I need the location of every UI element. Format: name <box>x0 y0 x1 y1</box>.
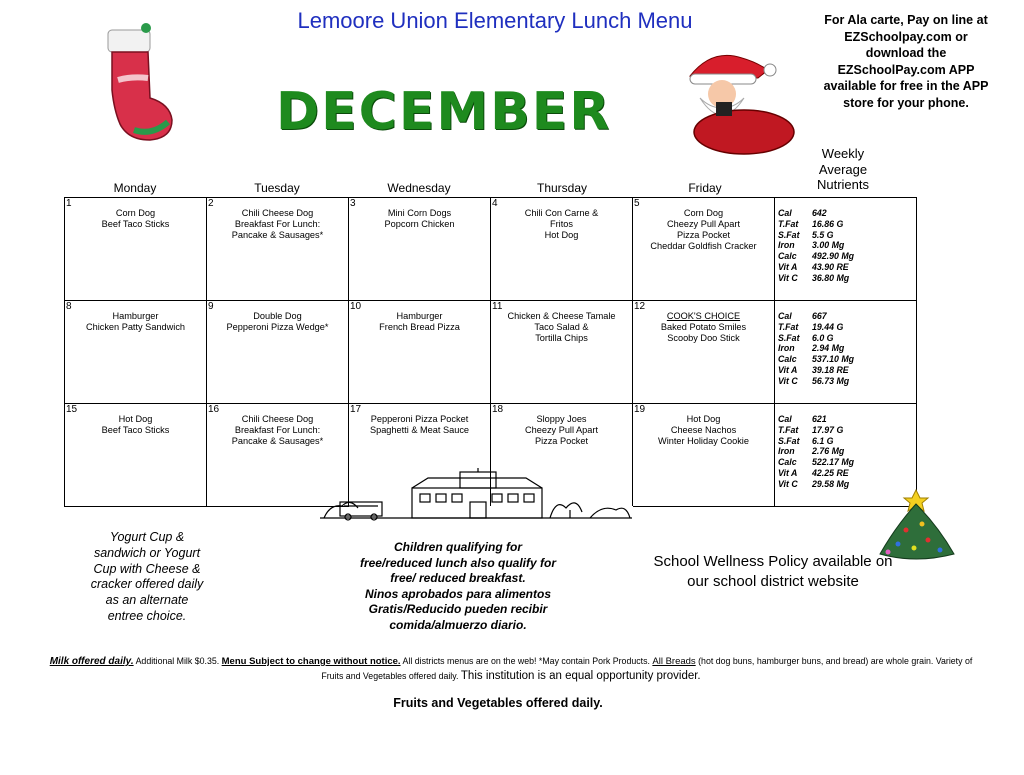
menu-item: Hot Dog <box>118 414 153 424</box>
menu-item: Cheese Nachos <box>670 425 737 435</box>
day-cell <box>65 301 207 404</box>
nutrient-row <box>778 251 916 262</box>
weekly-header-line: Nutrients <box>816 177 870 192</box>
nutrient-label: Vit C <box>778 272 798 283</box>
menu-item: Pizza Pocket <box>676 230 731 240</box>
nutrient-row <box>778 425 916 436</box>
menu-item: Hamburger <box>112 311 159 321</box>
nutrient-row <box>778 333 916 344</box>
day-cell <box>491 198 633 301</box>
menu-item: Chili Cheese Dog <box>241 208 314 218</box>
ala-carte-line: store for your phone. <box>843 95 969 110</box>
menu-item: Pizza Pocket <box>534 436 589 446</box>
day-cell <box>65 404 207 507</box>
menu-item: Pepperoni Pizza Pocket <box>370 414 469 424</box>
nutrient-row <box>778 446 916 457</box>
nutrient-label: Calc <box>778 251 797 262</box>
nutrient-label: Vit C <box>778 478 798 489</box>
day-cell <box>207 301 349 404</box>
nutrient-value: 6.0 G <box>812 332 834 343</box>
nutrients-cell <box>775 301 917 404</box>
nutrient-label: Iron <box>778 343 795 354</box>
nutrient-value: 537.10 Mg <box>812 354 855 365</box>
nutrient-row <box>778 240 916 251</box>
page-title: Lemoore Union Elementary Lunch Menu <box>297 8 693 33</box>
nutrient-label: T.Fat <box>778 424 799 435</box>
ala-carte-line: download the <box>865 46 947 60</box>
nutrient-row <box>778 322 916 333</box>
day-date: 15 <box>66 404 78 415</box>
nutrient-label: Cal <box>778 311 792 321</box>
day-header-thursday: Thursday <box>536 181 588 195</box>
note-line: School Wellness Policy available on <box>653 553 893 570</box>
menu-item: Popcorn Chicken <box>384 219 455 229</box>
menu-item: Sloppy Joes <box>536 414 587 424</box>
day-cell <box>633 301 775 404</box>
stocking-icon <box>98 20 178 146</box>
menu-item: Hot Dog <box>544 230 579 240</box>
note-line: free/ reduced breakfast. <box>390 571 526 585</box>
nutrient-value: 492.90 Mg <box>812 251 855 262</box>
nutrient-value: 56.73 Mg <box>812 375 850 386</box>
nutrient-value: 43.90 RE <box>812 261 849 272</box>
menu-item: Baked Potato Smiles <box>660 322 747 332</box>
nutrient-label: S.Fat <box>778 435 800 446</box>
week-row <box>65 301 917 404</box>
note-line: Children qualifying for <box>394 540 522 554</box>
nutrient-label: Iron <box>778 240 795 251</box>
equal-opportunity: This institution is an equal opportunity provider. <box>460 670 701 682</box>
day-header-monday: Monday <box>113 181 157 195</box>
nutrient-label: Vit C <box>778 375 798 386</box>
fruits-vegetables-note: Fruits and Vegetables offered daily. <box>393 696 603 710</box>
menu-item: Mini Corn Dogs <box>387 208 452 218</box>
nutrient-value: 16.86 G <box>812 218 844 229</box>
nutrient-label: Calc <box>778 354 797 365</box>
day-date: 4 <box>492 198 498 209</box>
nutrient-row <box>778 468 916 479</box>
nutrient-row <box>778 343 916 354</box>
milk-notice: Milk offered daily. <box>49 656 134 667</box>
menu-item: Scooby Doo Stick <box>667 333 740 343</box>
nutrient-label: S.Fat <box>778 332 800 343</box>
nutrient-row <box>778 365 916 376</box>
nutrient-value: 5.5 G <box>812 229 834 240</box>
note-line: entree choice. <box>107 608 187 623</box>
christmas-tree-icon <box>876 486 960 562</box>
note-line: free/reduced lunch also qualify for <box>359 555 557 570</box>
day-date: 9 <box>208 301 214 312</box>
nutrient-label: Vit A <box>778 261 798 272</box>
milk-extra: Additional Milk $0.35. <box>133 656 222 666</box>
nutrient-row <box>778 414 916 425</box>
weekly-nutrients-header <box>800 146 886 193</box>
nutrient-row <box>778 219 916 230</box>
day-cell <box>349 301 491 404</box>
menu-item: Chicken Patty Sandwich <box>85 322 186 332</box>
menu-item: Hot Dog <box>686 414 721 424</box>
nutrient-value: 29.58 Mg <box>812 478 850 489</box>
day-header-wednesday: Wednesday <box>387 181 451 195</box>
day-date: 18 <box>492 404 504 415</box>
menu-calendar <box>64 197 917 507</box>
nutrient-value: 19.44 G <box>812 321 844 332</box>
nutrient-label: Cal <box>778 414 792 424</box>
menu-item: Double Dog <box>253 311 302 321</box>
day-cell <box>65 198 207 301</box>
web-notice: All districts menus are on the web! *May contain Pork Products. <box>400 656 653 666</box>
ala-carte-line: For Ala carte, Pay on line at <box>824 13 988 27</box>
menu-item: COOK'S CHOICE <box>666 311 741 321</box>
nutrient-label: T.Fat <box>778 218 799 229</box>
breads-detail: (hot dog buns, hamburger buns, and bread) are whole grain. Variety of Fruits and Vegetables offered daily. <box>321 656 973 681</box>
nutrient-row <box>778 262 916 273</box>
menu-item: Cheezy Pull Apart <box>666 219 741 229</box>
menu-item: Corn Dog <box>683 208 724 218</box>
ala-carte-line: available for free in the APP <box>823 79 989 93</box>
nutrient-row <box>778 230 916 241</box>
note-line: Gratis/Reducido pueden recibir <box>368 602 548 616</box>
nutrient-row <box>778 208 916 219</box>
nutrient-row <box>778 436 916 447</box>
nutrients-cell <box>775 198 917 301</box>
note-line: our school district website <box>687 572 859 590</box>
day-date: 11 <box>492 301 503 312</box>
nutrient-value: 2.76 Mg <box>812 446 845 457</box>
note-line: sandwich or Yogurt <box>93 545 201 560</box>
note-line: Cup with Cheese & <box>93 561 201 576</box>
day-cell <box>633 404 775 507</box>
note-line: Ninos aprobados para alimentos <box>364 586 552 601</box>
menu-item: Pancake & Sausages* <box>231 436 324 446</box>
menu-item: Corn Dog <box>115 208 156 218</box>
menu-item: Pepperoni Pizza Wedge* <box>226 322 329 332</box>
ala-carte-note <box>806 12 1006 111</box>
menu-item: Chili Cheese Dog <box>241 414 314 424</box>
menu-item: Hamburger <box>396 311 443 321</box>
nutrient-value: 642 <box>812 208 827 218</box>
nutrient-label: T.Fat <box>778 321 799 332</box>
nutrient-label: Vit A <box>778 364 798 375</box>
breads-label: All Breads <box>652 656 696 667</box>
nutrient-value: 6.1 G <box>812 435 834 446</box>
nutrient-value: 3.00 Mg <box>812 240 845 251</box>
month-banner: DECEMBER <box>276 82 612 142</box>
nutrient-value: 36.80 Mg <box>812 272 850 283</box>
day-date: 10 <box>350 301 362 312</box>
day-cell <box>349 198 491 301</box>
nutrient-row <box>778 457 916 468</box>
menu-item: French Bread Pizza <box>379 322 460 332</box>
nutrient-label: Calc <box>778 457 797 468</box>
menu-item: Beef Taco Sticks <box>101 425 170 435</box>
day-date: 5 <box>634 198 640 209</box>
day-date: 19 <box>634 404 646 415</box>
note-line: comida/almuerzo diario. <box>389 617 527 632</box>
nutrient-value: 522.17 Mg <box>812 457 855 468</box>
nutrient-label: Iron <box>778 446 795 457</box>
nutrient-row <box>778 311 916 322</box>
school-building-icon <box>320 468 632 522</box>
note-line: Yogurt Cup & <box>109 530 185 544</box>
day-cell <box>491 301 633 404</box>
menu-item: Chicken & Cheese Tamale <box>507 311 616 321</box>
nutrient-row <box>778 354 916 365</box>
footer-notice <box>46 654 976 683</box>
menu-item: Taco Salad & <box>534 322 589 332</box>
nutrient-value: 621 <box>812 414 827 424</box>
nutrient-label: Vit A <box>778 467 798 478</box>
menu-item: Breakfast For Lunch: <box>234 219 321 229</box>
menu-item: Tortilla Chips <box>535 333 588 343</box>
day-date: 16 <box>208 404 220 415</box>
nutrient-value: 667 <box>812 311 827 321</box>
day-cell <box>207 198 349 301</box>
menu-item: Pancake & Sausages* <box>231 230 324 240</box>
nutrient-value: 39.18 RE <box>812 364 849 375</box>
nutrient-value: 2.94 Mg <box>812 343 845 354</box>
weekly-header-line: Weekly <box>821 146 865 161</box>
week-row <box>65 198 917 301</box>
note-line: as an alternate <box>105 593 189 608</box>
menu-item: Breakfast For Lunch: <box>234 425 321 435</box>
day-date: 17 <box>350 404 362 415</box>
free-reduced-note <box>352 540 564 633</box>
ala-carte-line: EZSchoolPay.com APP <box>837 62 975 77</box>
menu-item: Fritos <box>550 219 573 229</box>
menu-item: Spaghetti & Meat Sauce <box>369 425 470 435</box>
nutrient-row <box>778 273 916 284</box>
menu-item: Cheezy Pull Apart <box>524 425 599 435</box>
menu-item: Chili Con Carne & <box>524 208 599 218</box>
nutrient-value: 42.25 RE <box>812 467 849 478</box>
weekly-header-line: Average <box>818 161 868 177</box>
menu-item: Winter Holiday Cookie <box>658 436 749 446</box>
alternate-entree-note <box>74 530 220 625</box>
day-header-friday: Friday <box>688 181 722 195</box>
day-date: 1 <box>66 198 72 209</box>
menu-item: Beef Taco Sticks <box>101 219 170 229</box>
nutrient-label: S.Fat <box>778 229 800 240</box>
day-cell <box>633 198 775 301</box>
day-date: 8 <box>66 301 72 312</box>
wellness-policy-note <box>630 552 916 591</box>
day-header-tuesday: Tuesday <box>254 181 300 195</box>
ala-carte-line: EZSchoolpay.com or <box>844 29 968 44</box>
nutrient-label: Cal <box>778 208 792 218</box>
nutrient-value: 17.97 G <box>812 424 844 435</box>
day-date: 12 <box>634 301 646 312</box>
note-line: cracker offered daily <box>90 577 204 592</box>
menu-item: Cheddar Goldfish Cracker <box>650 241 757 251</box>
nutrient-row <box>778 376 916 387</box>
day-date: 3 <box>350 198 356 209</box>
day-date: 2 <box>208 198 214 209</box>
subject-to-change: Menu Subject to change without notice. <box>221 656 401 667</box>
santa-icon <box>660 48 800 156</box>
